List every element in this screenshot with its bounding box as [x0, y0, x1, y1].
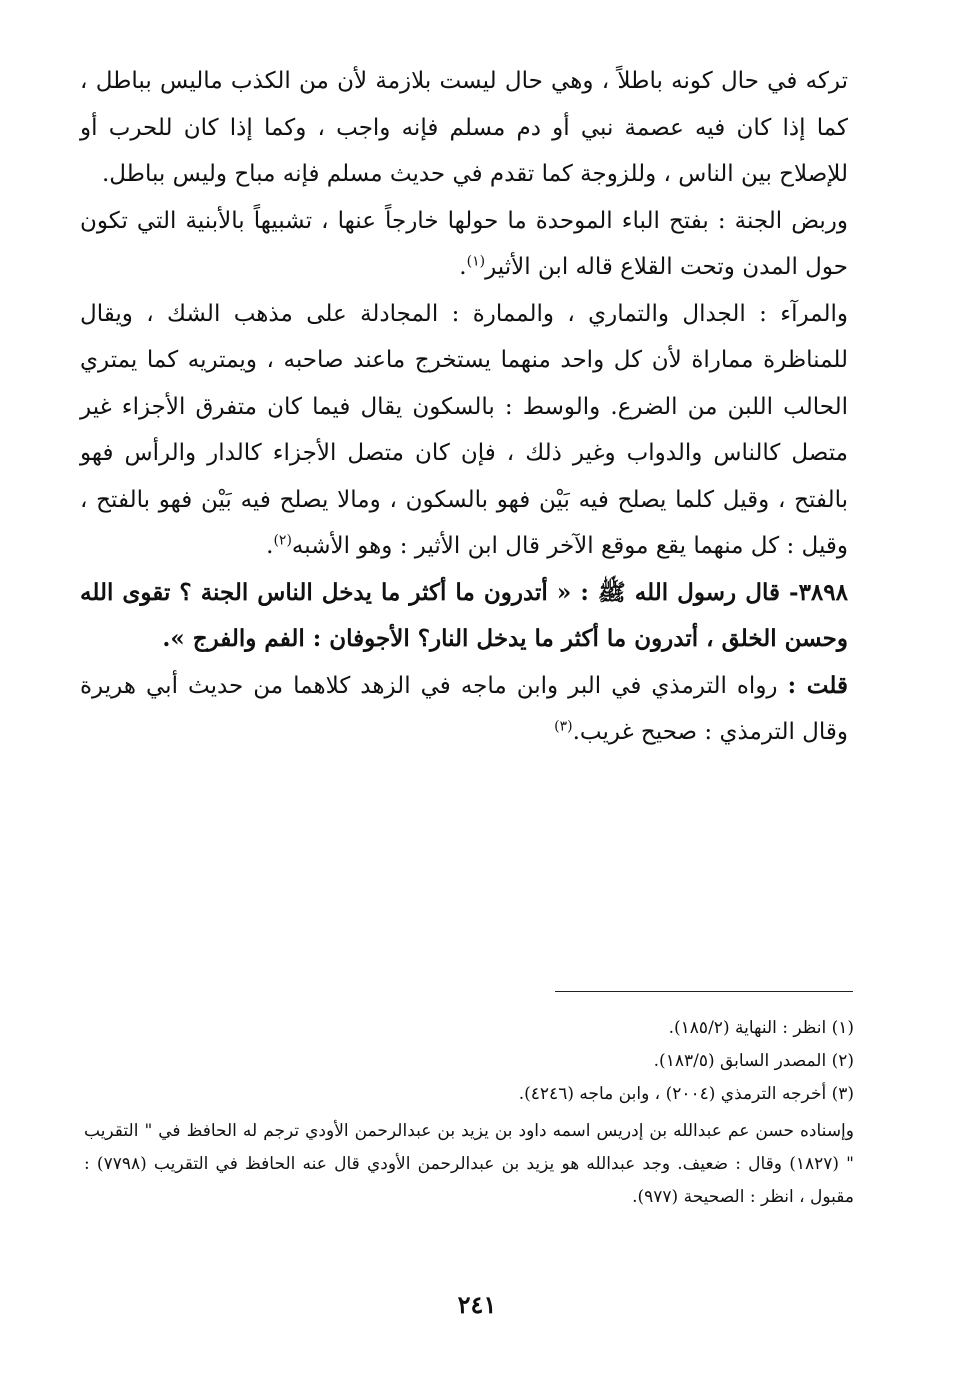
- paragraph-2: [80, 198, 848, 291]
- paragraph-2-end: .: [459, 254, 467, 280]
- qult-label: قلت :: [787, 671, 848, 699]
- page-number: ٢٤١: [457, 1290, 497, 1319]
- footnote-ref-1: (١): [466, 253, 486, 270]
- paragraph-3: [80, 291, 848, 570]
- hadith-text: ٣٨٩٨- قال رسول الله ﷺ : « أتدرون ما أكثر ما يدخل الناس الجنة ؟ تقوى الله وحسن الخلق ، أتدرون ما أكثر ما يدخل النار؟ الأجوفان : الفم والفرج ».: [80, 578, 848, 652]
- footnote-divider: [555, 991, 853, 992]
- paragraph-2-text: وربض الجنة : بفتح الباء الموحدة ما حولها خارجاً عنها ، تشبيهاً بالأبنية التي تكون حول المدن وتحت القلاع قاله ابن الأثير: [80, 207, 848, 280]
- qult-paragraph: [80, 663, 848, 756]
- qult-text: رواه الترمذي في البر وابن ماجه في الزهد كلاهما من حديث أبي هريرة وقال الترمذي : صحيح غريب.: [80, 672, 848, 745]
- footnote-ref-3: (٣): [554, 718, 573, 735]
- footnote-1: (١) انظر : النهاية (١٨٥/٢).: [668, 1018, 854, 1038]
- footnote-2: (٢) المصدر السابق (١٨٣/٥).: [653, 1051, 854, 1071]
- footnotes: [84, 1012, 854, 1214]
- paragraph-3-end: .: [266, 533, 274, 559]
- main-text: [80, 58, 848, 756]
- footnote-ref-2: (٢): [273, 532, 292, 549]
- paragraph-1: تركه في حال كونه باطلاً ، وهي حال ليست بلازمة لأن من الكذب ماليس بباطل ، كما إذا كان فيه عصمة نبي أو دم مسلم فإنه واجب ، وكما إذا كان للحرب أو للإصلاح بين الناس ، وللزوجة كما تقدم في حديث مسلم فإنه مباح وليس بباطل.: [80, 68, 848, 187]
- paragraph-3-text: والمرآء : الجدال والتماري ، والممارة : المجادلة على مذهب الشك ، ويقال للمناظرة مماراة لأن كل واحد منهما يستخرج ماعند صاحبه ، ويمتريه كما يمتري الحالب اللبن من الضرع. والوسط : بالسكون يقال فيما كان متفرق الأجزاء غير متصل كالناس والدواب وغير ذلك ، فإن كان متصل الأجزاء كالدار والرأس فهو بالفتح ، وقيل كلما يصلح فيه بَيْن فهو بالسكون ، ومالا يصلح فيه بَيْن فهو بالفتح ، وقيل : كل منهما يقع موقع الآخر قال ابن الأثير : وهو الأشبه: [80, 300, 848, 559]
- footnote-3-detail: وإسناده حسن عم عبدالله بن إدريس اسمه داود بن يزيد بن عبدالرحمن الأودي ترجم له الحافظ في " التقريب " (١٨٢٧) وقال : ضعيف. وجد عبدالله هو يزيد بن عبدالرحمن الأودي قال عنه الحافظ في التقريب (٧٧٩٨) : مقبول ، انظر : الصحيحة (٩٧٧).: [84, 1121, 855, 1207]
- footnote-3: (٣) أخرجه الترمذي (٢٠٠٤) ، وابن ماجه (٤٢٤٦).: [518, 1084, 854, 1104]
